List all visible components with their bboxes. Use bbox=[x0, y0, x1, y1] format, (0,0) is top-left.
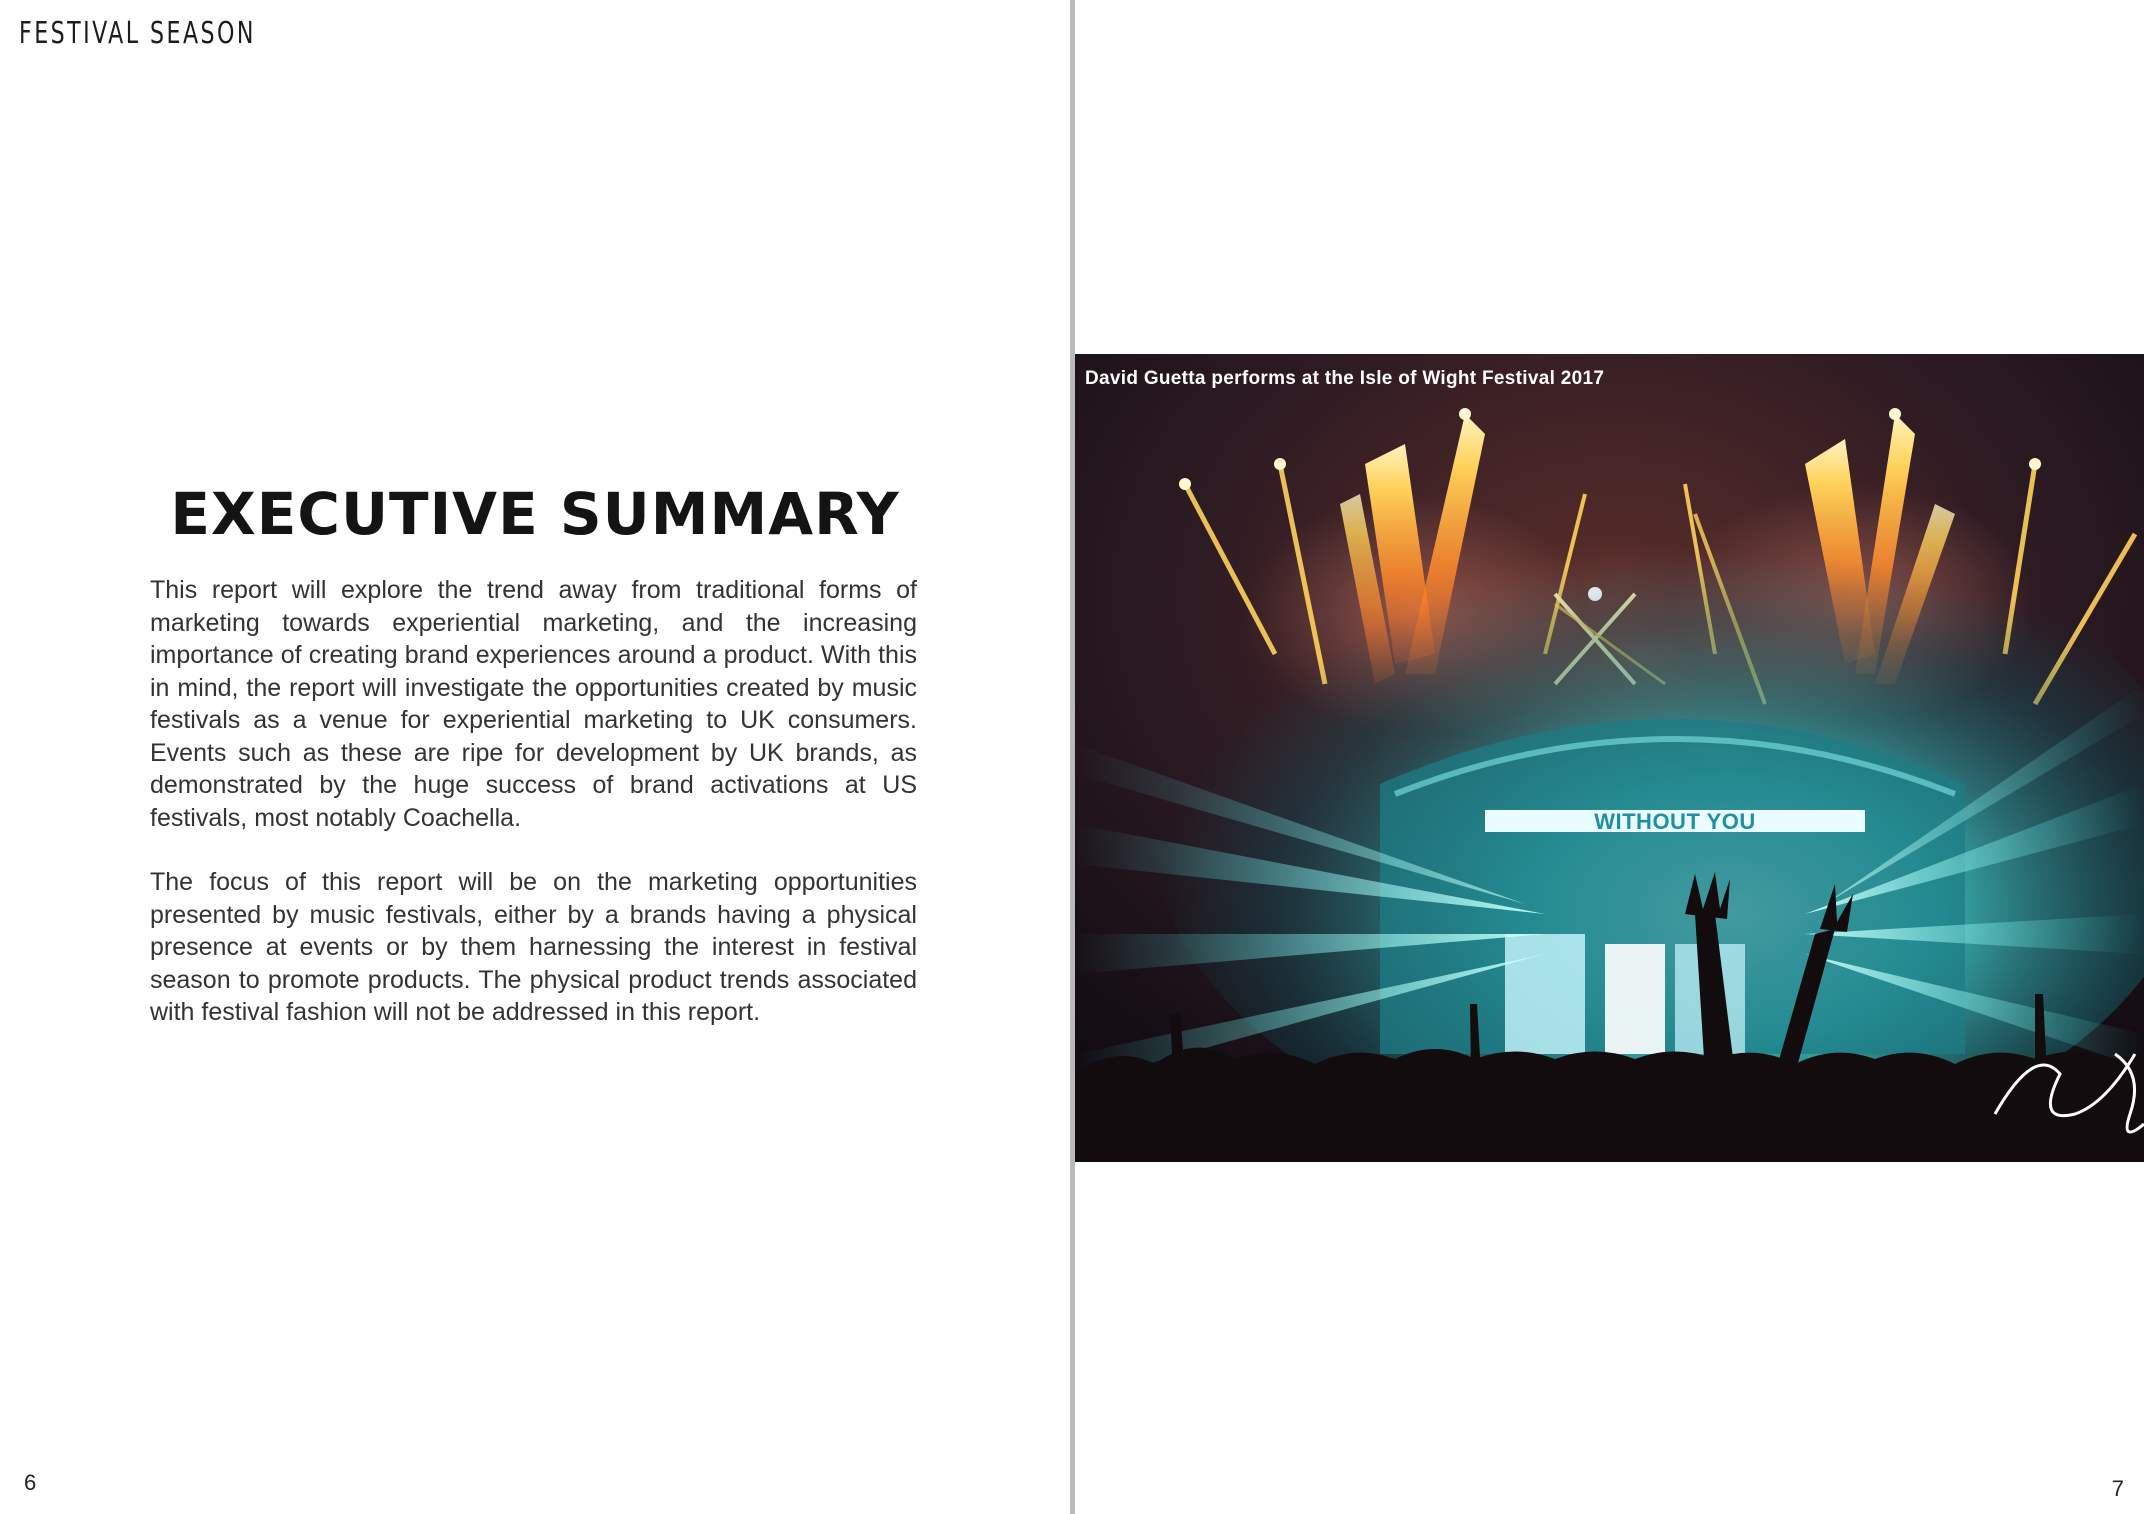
body-text bbox=[150, 574, 917, 1061]
right-page bbox=[1075, 0, 2144, 1514]
photo-caption: David Guetta performs at the Isle of Wight Festival 2017 bbox=[1085, 368, 1605, 389]
section-title: EXECUTIVE SUMMARY bbox=[170, 480, 900, 548]
stage-screen-text: WITHOUT YOU bbox=[1485, 810, 1865, 832]
body-paragraph-2: The focus of this report will be on the marketing opportunities presented by music festivals, either by a brands having a physical presence at events or by them harnessing the interest in festival season to promote products. The physical product trends associated with festival fashion will not be addressed in this report. bbox=[150, 868, 917, 1026]
concert-illustration bbox=[1075, 354, 2144, 1162]
festival-photo bbox=[1075, 354, 2144, 1162]
page-number-right: 7 bbox=[2111, 1476, 2124, 1501]
left-page bbox=[0, 0, 1070, 1514]
report-header-label: FESTIVAL SEASON bbox=[19, 16, 256, 51]
body-paragraph-1: This report will explore the trend away from traditional forms of marketing towards experiential marketing, and the increasing importance of creating brand experiences around a product. With this in mind, the report will investigate the opportunities created by music festivals as a venue for experiential marketing to UK consumers. Events such as these are ripe for development by UK brands, as demonstrated by the huge success of brand activations at US festivals, most notably Coachella. bbox=[150, 576, 917, 832]
page-number-left: 6 bbox=[24, 1470, 37, 1495]
